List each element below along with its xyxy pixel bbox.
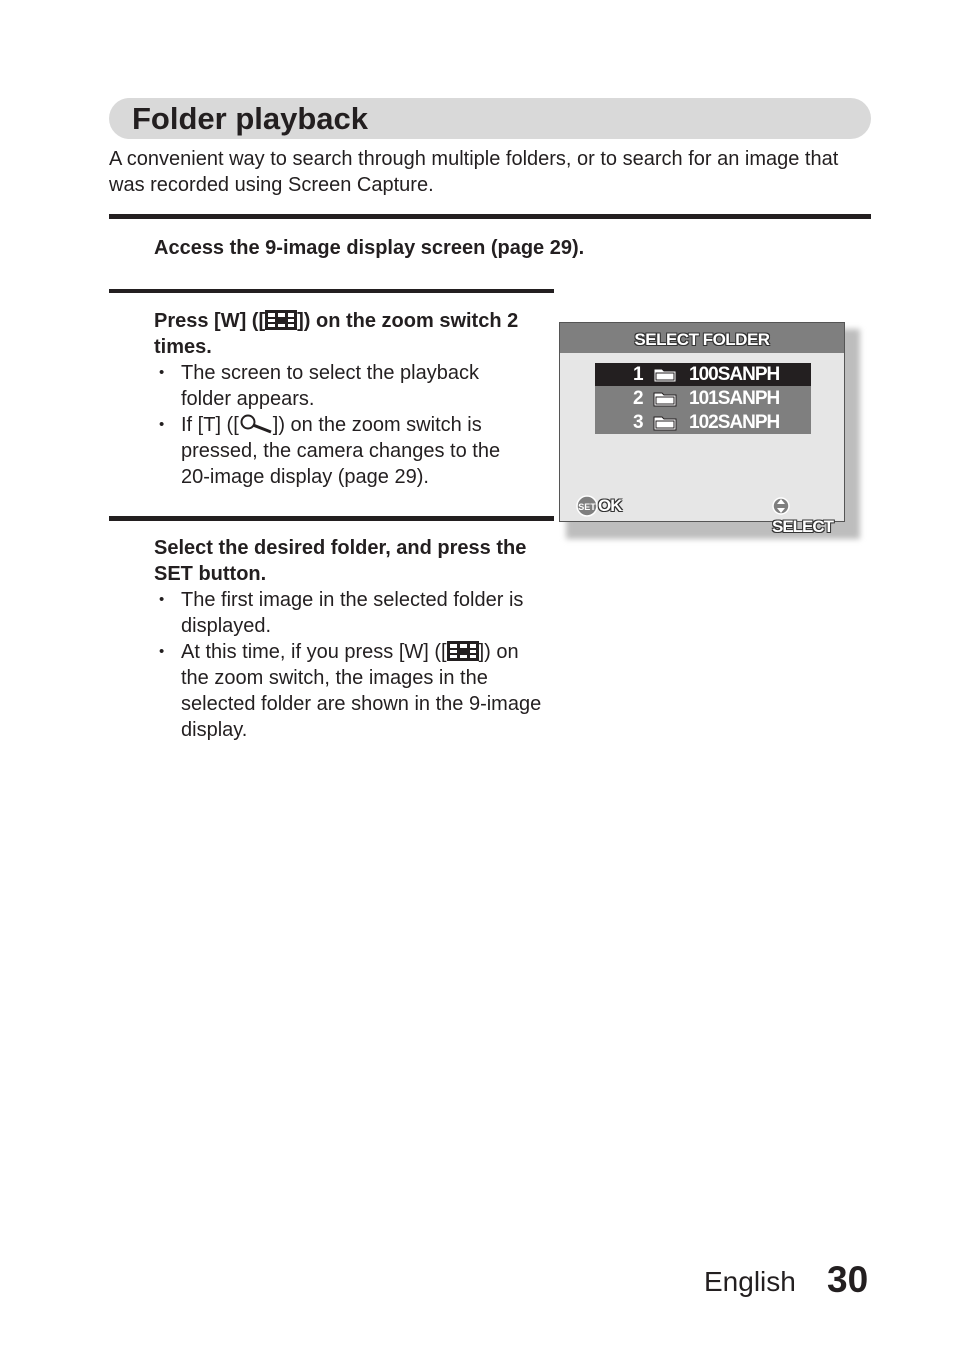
step-3-heading: Select the desired folder, and press the SET button.: [154, 537, 527, 585]
step-2-bullets: [154, 360, 534, 490]
folder-row-3[interactable]: 3 102SANPH: [633, 412, 780, 433]
page-number: 30: [827, 1259, 869, 1300]
list-item: • At this time, if you press [W] ([ ]) on the zoom switch, the images in the selected folder are shown in the 9-image display.: [154, 639, 544, 743]
page-title: Folder playback: [132, 101, 369, 136]
svg-text:SET: SET: [578, 502, 596, 512]
intro-text: A convenient way to search through multiple folders, or to search for an image that was recorded using Screen Capture.: [109, 148, 839, 196]
footer-language: English: [704, 1266, 796, 1297]
step-2-rule: [109, 289, 554, 293]
step-2-heading: Press [W] ([ ]) on the zoom switch 2 times.: [154, 310, 519, 358]
index-grid-icon: [447, 641, 479, 661]
list-item: • If [T] ([ ]) on the zoom switch is pressed, the camera changes to the 20-image display (page 29).: [154, 412, 534, 490]
list-item: • The first image in the selected folder is displayed.: [154, 587, 544, 639]
folder-row-1[interactable]: 1 100SANPH: [595, 363, 811, 386]
up-down-arrow-icon: [772, 495, 790, 517]
step-1-rule: [109, 214, 871, 219]
set-button-icon: [576, 495, 598, 517]
camera-screen: [559, 322, 845, 536]
screen-title: SELECT FOLDER: [634, 330, 770, 349]
step-1-heading: Access the 9-image display screen (page 29).: [154, 237, 585, 259]
folder-icon: [653, 391, 677, 407]
select-hint: [772, 495, 844, 537]
step-2: [154, 308, 534, 490]
index-grid-icon: [265, 310, 297, 330]
select-label: SELECT: [772, 517, 834, 536]
set-ok-hint: [576, 495, 622, 517]
step-3-bullets: [154, 587, 544, 743]
ok-label: OK: [598, 496, 622, 515]
folder-row-2[interactable]: 2 101SANPH: [633, 388, 780, 409]
magnifier-icon: [239, 414, 273, 434]
folder-list: [595, 363, 811, 434]
folder-icon: [653, 367, 677, 383]
folder-icon: [653, 415, 677, 431]
list-item: • The screen to select the playback folder appears.: [154, 360, 534, 412]
step-3-rule: [109, 516, 554, 521]
step-3: [154, 535, 544, 743]
